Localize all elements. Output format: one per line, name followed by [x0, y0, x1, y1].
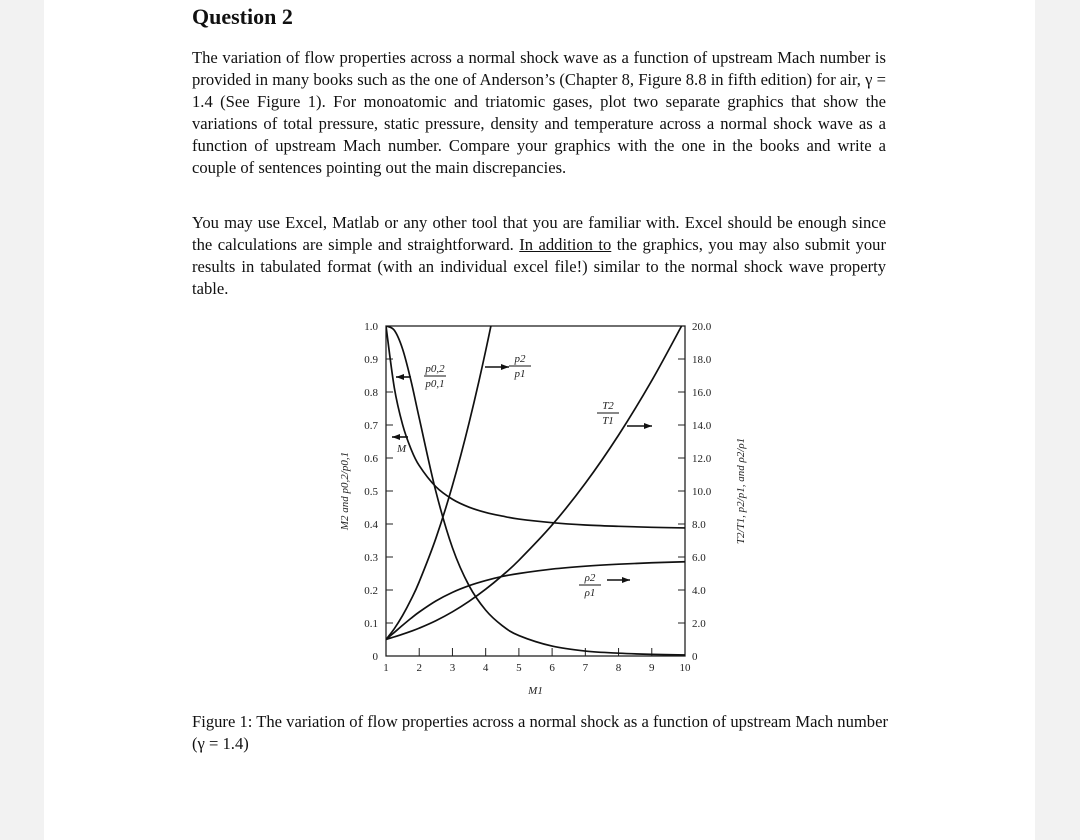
x-axis-title: M1: [528, 685, 543, 697]
curve--2-1: [386, 562, 685, 640]
label-p0-ratio-numerator: p0,2: [425, 363, 445, 375]
x-tick-label: 3: [449, 662, 456, 674]
right-tick-label: 14.0: [692, 420, 712, 432]
left-tick-label: 0.6: [364, 453, 378, 465]
curve-m2: [386, 326, 685, 528]
left-tick-label: 0: [372, 651, 378, 663]
left-tick-label: 0.1: [364, 618, 378, 630]
left-tick-label: 0.4: [364, 519, 378, 531]
right-tick-label: 12.0: [692, 453, 712, 465]
arrow-rho-ratio-head: [622, 577, 630, 583]
x-tick-label: 4: [482, 662, 489, 674]
curve-p0-2-p0-1: [386, 326, 685, 655]
label-p-ratio-denominator: p1: [514, 368, 526, 380]
paragraph-1: The variation of flow properties across a normal shock wave as a function of upstream Mach number is provided in many books such as the one of Anderson’s (Chapter 8, Figure 8.8 in fifth edition) for air, γ = 1.4 (See Figure 1). For monoatomic and triatomic gases, plot two separate graphics that show the variations of total pressure, static pressure, density and temperature across a normal shock wave as a function of upstream Mach number. Compare your graphics with the one in the books and write a couple of sentences pointing out the main discrepancies.: [192, 48, 886, 177]
x-tick-label: 10: [679, 662, 691, 674]
right-tick-label: 8.0: [692, 519, 706, 531]
x-tick-label: 2: [416, 662, 422, 674]
x-tick-label: 9: [649, 662, 655, 674]
left-tick-label: 1.0: [364, 321, 378, 333]
x-tick-label: 5: [516, 662, 522, 674]
paragraph-2-text-a: You may use Excel, Matlab or any other tool that you are familiar with. Excel should be enough since the calculations are simple and straightforward.: [192, 213, 886, 254]
label-m2: M: [397, 443, 407, 455]
label-t-ratio-numerator: T2: [602, 400, 614, 412]
right-tick-label: 4.0: [692, 585, 706, 597]
question-title: Question 2: [192, 4, 293, 29]
right-tick-label: 2.0: [692, 618, 706, 630]
x-tick-label: 8: [615, 662, 622, 674]
x-tick-label: 7: [582, 662, 589, 674]
left-tick-label: 0.7: [364, 420, 378, 432]
arrow-p-ratio-head: [501, 364, 509, 370]
left-axis-title: M2 and p0,2/p0,1: [339, 451, 351, 531]
right-tick-label: 20.0: [692, 321, 712, 333]
label-p0-ratio-denominator: p0,1: [425, 378, 445, 390]
paragraph-2-underlined: In addition to: [519, 235, 612, 254]
paragraph-2-text-b: the graphics, you may also submit your results in tabulated format (with an individual excel file!) similar to the normal shock wave property table.: [192, 235, 886, 298]
label-t-ratio-denominator: T1: [602, 415, 614, 427]
right-tick-label: 18.0: [692, 354, 712, 366]
left-tick-label: 0.5: [364, 486, 378, 498]
arrow-p0-ratio-head: [396, 374, 404, 380]
left-tick-label: 0.3: [364, 552, 378, 564]
x-tick-label: 6: [549, 662, 555, 674]
right-tick-label: 16.0: [692, 387, 712, 399]
arrow-m2-head: [392, 434, 400, 440]
left-tick-label: 0.9: [364, 354, 378, 366]
right-axis-title: T2/T1, p2/p1, and ρ2/ρ1: [735, 437, 747, 545]
label-rho-ratio-denominator: ρ1: [584, 587, 596, 599]
right-tick-label: 6.0: [692, 552, 706, 564]
figure-caption: Figure 1: The variation of flow properties across a normal shock as a function of upstream Mach number (γ = 1.4): [192, 712, 888, 753]
left-tick-label: 0.8: [364, 387, 378, 399]
x-tick-label: 1: [383, 662, 389, 674]
arrow-t-ratio-head: [644, 423, 652, 429]
right-tick-label: 10.0: [692, 486, 712, 498]
label-rho-ratio-numerator: ρ2: [584, 572, 596, 584]
right-tick-label: 0: [692, 651, 698, 663]
left-tick-label: 0.2: [364, 585, 378, 597]
label-p-ratio-numerator: p2: [514, 353, 526, 365]
